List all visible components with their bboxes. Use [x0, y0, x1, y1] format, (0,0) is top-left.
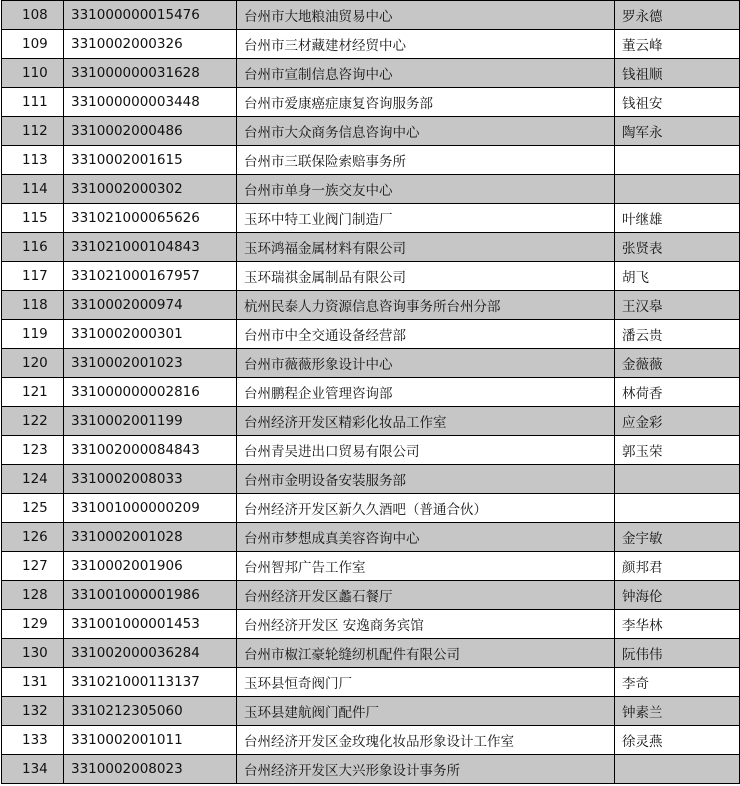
table-row: [2, 494, 740, 523]
company-name-cell: 台州经济开发区大兴形象设计事务所: [237, 755, 615, 784]
registration-code-cell: 3310002001199: [64, 407, 237, 436]
row-number-cell: 111: [2, 88, 64, 117]
company-name-cell: 台州市薇薇形象设计中心: [237, 349, 615, 378]
table-row: [2, 523, 740, 552]
company-name-cell: 台州市三材藏建材经贸中心: [237, 30, 615, 59]
registration-code-cell: 3310002001011: [64, 726, 237, 755]
registration-code-cell: 331021000113137: [64, 668, 237, 697]
company-name-cell: 玉环中特工业阀门制造厂: [237, 204, 615, 233]
registration-code-cell: 331021000104843: [64, 233, 237, 262]
representative-cell: [615, 465, 740, 494]
row-number-cell: 114: [2, 175, 64, 204]
company-name-cell: 台州市大地粮油贸易中心: [237, 1, 615, 30]
representative-cell: 陶军永: [615, 117, 740, 146]
row-number-cell: 130: [2, 639, 64, 668]
representative-cell: 郭玉荣: [615, 436, 740, 465]
representative-cell: 林荷香: [615, 378, 740, 407]
registration-code-cell: 3310002001023: [64, 349, 237, 378]
row-number-cell: 123: [2, 436, 64, 465]
company-name-cell: 玉环县建航阀门配件厂: [237, 697, 615, 726]
company-name-cell: 台州市爱康癌症康复咨询服务部: [237, 88, 615, 117]
registration-code-cell: 331001000000209: [64, 494, 237, 523]
company-name-cell: 玉环县恒奇阀门厂: [237, 668, 615, 697]
row-number-cell: 116: [2, 233, 64, 262]
row-number-cell: 124: [2, 465, 64, 494]
registration-code-cell: 331000000015476: [64, 1, 237, 30]
row-number-cell: 122: [2, 407, 64, 436]
row-number-cell: 126: [2, 523, 64, 552]
company-name-cell: 台州市大众商务信息咨询中心: [237, 117, 615, 146]
row-number-cell: 118: [2, 291, 64, 320]
representative-cell: 胡飞: [615, 262, 740, 291]
company-name-cell: 台州经济开发区金玫瑰化妆品形象设计工作室: [237, 726, 615, 755]
registration-code-cell: 331001000001453: [64, 610, 237, 639]
representative-cell: 王汉皋: [615, 291, 740, 320]
company-name-cell: 台州经济开发区新久久酒吧（普通合伙）: [237, 494, 615, 523]
row-number-cell: 121: [2, 378, 64, 407]
table-row: [2, 639, 740, 668]
table-row: [2, 436, 740, 465]
registration-code-cell: 3310002000301: [64, 320, 237, 349]
representative-cell: 金薇薇: [615, 349, 740, 378]
registration-code-cell: 331000000031628: [64, 59, 237, 88]
registration-code-cell: 3310002008023: [64, 755, 237, 784]
representative-cell: 应金彩: [615, 407, 740, 436]
registration-code-cell: 3310002000974: [64, 291, 237, 320]
representative-cell: 徐灵燕: [615, 726, 740, 755]
registration-code-cell: 3310002001028: [64, 523, 237, 552]
row-number-cell: 125: [2, 494, 64, 523]
representative-cell: 阮伟伟: [615, 639, 740, 668]
table-row: [2, 146, 740, 175]
table-row: [2, 30, 740, 59]
row-number-cell: 131: [2, 668, 64, 697]
row-number-cell: 108: [2, 1, 64, 30]
representative-cell: 颜邦君: [615, 552, 740, 581]
company-name-cell: 台州经济开发区 安逸商务宾馆: [237, 610, 615, 639]
representative-cell: 李奇: [615, 668, 740, 697]
registration-code-cell: 3310002000302: [64, 175, 237, 204]
representative-cell: 钱祖安: [615, 88, 740, 117]
table-row: [2, 262, 740, 291]
registration-code-cell: 331000000002816: [64, 378, 237, 407]
registration-code-cell: 331001000001986: [64, 581, 237, 610]
row-number-cell: 110: [2, 59, 64, 88]
representative-cell: [615, 494, 740, 523]
representative-cell: 董云峰: [615, 30, 740, 59]
company-name-cell: 台州智邦广告工作室: [237, 552, 615, 581]
registration-code-cell: 3310002001615: [64, 146, 237, 175]
company-name-cell: 台州市椒江豪轮缝纫机配件有限公司: [237, 639, 615, 668]
company-name-cell: 台州经济开发区精彩化妆品工作室: [237, 407, 615, 436]
row-number-cell: 127: [2, 552, 64, 581]
representative-cell: 钱祖顺: [615, 59, 740, 88]
registry-table: [1, 0, 740, 784]
company-name-cell: 杭州民泰人力资源信息咨询事务所台州分部: [237, 291, 615, 320]
registration-code-cell: 331000000003448: [64, 88, 237, 117]
representative-cell: 张贤表: [615, 233, 740, 262]
company-name-cell: 玉环瑞祺金属制品有限公司: [237, 262, 615, 291]
representative-cell: 李华林: [615, 610, 740, 639]
table-row: [2, 581, 740, 610]
table-row: [2, 1, 740, 30]
company-name-cell: 台州市三联保险索赔事务所: [237, 146, 615, 175]
row-number-cell: 109: [2, 30, 64, 59]
representative-cell: 罗永德: [615, 1, 740, 30]
registration-code-cell: 331021000167957: [64, 262, 237, 291]
company-name-cell: 台州市金明设备安装服务部: [237, 465, 615, 494]
company-name-cell: 台州青吴进出口贸易有限公司: [237, 436, 615, 465]
company-name-cell: 台州市中全交通设备经营部: [237, 320, 615, 349]
company-name-cell: 台州市梦想成真美容咨询中心: [237, 523, 615, 552]
table-row: [2, 668, 740, 697]
representative-cell: 潘云贵: [615, 320, 740, 349]
table-row: [2, 233, 740, 262]
row-number-cell: 112: [2, 117, 64, 146]
representative-cell: [615, 755, 740, 784]
row-number-cell: 115: [2, 204, 64, 233]
table-row: [2, 465, 740, 494]
representative-cell: [615, 175, 740, 204]
company-name-cell: 玉环鸿福金属材料有限公司: [237, 233, 615, 262]
registration-code-cell: 3310002001906: [64, 552, 237, 581]
table-row: [2, 726, 740, 755]
row-number-cell: 119: [2, 320, 64, 349]
row-number-cell: 128: [2, 581, 64, 610]
representative-cell: 钟海伦: [615, 581, 740, 610]
representative-cell: 金宇敏: [615, 523, 740, 552]
table-body: [2, 1, 740, 784]
registration-code-cell: 331021000065626: [64, 204, 237, 233]
table-row: [2, 610, 740, 639]
representative-cell: 叶继雄: [615, 204, 740, 233]
table-row: [2, 407, 740, 436]
row-number-cell: 117: [2, 262, 64, 291]
representative-cell: 钟素兰: [615, 697, 740, 726]
table-row: [2, 175, 740, 204]
row-number-cell: 120: [2, 349, 64, 378]
table-row: [2, 59, 740, 88]
table-row: [2, 88, 740, 117]
row-number-cell: 132: [2, 697, 64, 726]
representative-cell: [615, 146, 740, 175]
row-number-cell: 129: [2, 610, 64, 639]
registration-code-cell: 3310002000486: [64, 117, 237, 146]
registration-code-cell: 3310212305060: [64, 697, 237, 726]
table-row: [2, 378, 740, 407]
table-row: [2, 349, 740, 378]
registration-code-cell: 331002000084843: [64, 436, 237, 465]
company-name-cell: 台州市单身一族交友中心: [237, 175, 615, 204]
table-row: [2, 320, 740, 349]
row-number-cell: 134: [2, 755, 64, 784]
table-row: [2, 552, 740, 581]
registration-code-cell: 3310002000326: [64, 30, 237, 59]
company-name-cell: 台州鹏程企业管理咨询部: [237, 378, 615, 407]
table-row: [2, 291, 740, 320]
row-number-cell: 133: [2, 726, 64, 755]
table-row: [2, 117, 740, 146]
table-row: [2, 697, 740, 726]
table-row: [2, 755, 740, 784]
company-name-cell: 台州市宣制信息咨询中心: [237, 59, 615, 88]
table-row: [2, 204, 740, 233]
company-name-cell: 台州经济开发区蠡石餐厅: [237, 581, 615, 610]
registration-code-cell: 3310002008033: [64, 465, 237, 494]
registration-code-cell: 331002000036284: [64, 639, 237, 668]
row-number-cell: 113: [2, 146, 64, 175]
